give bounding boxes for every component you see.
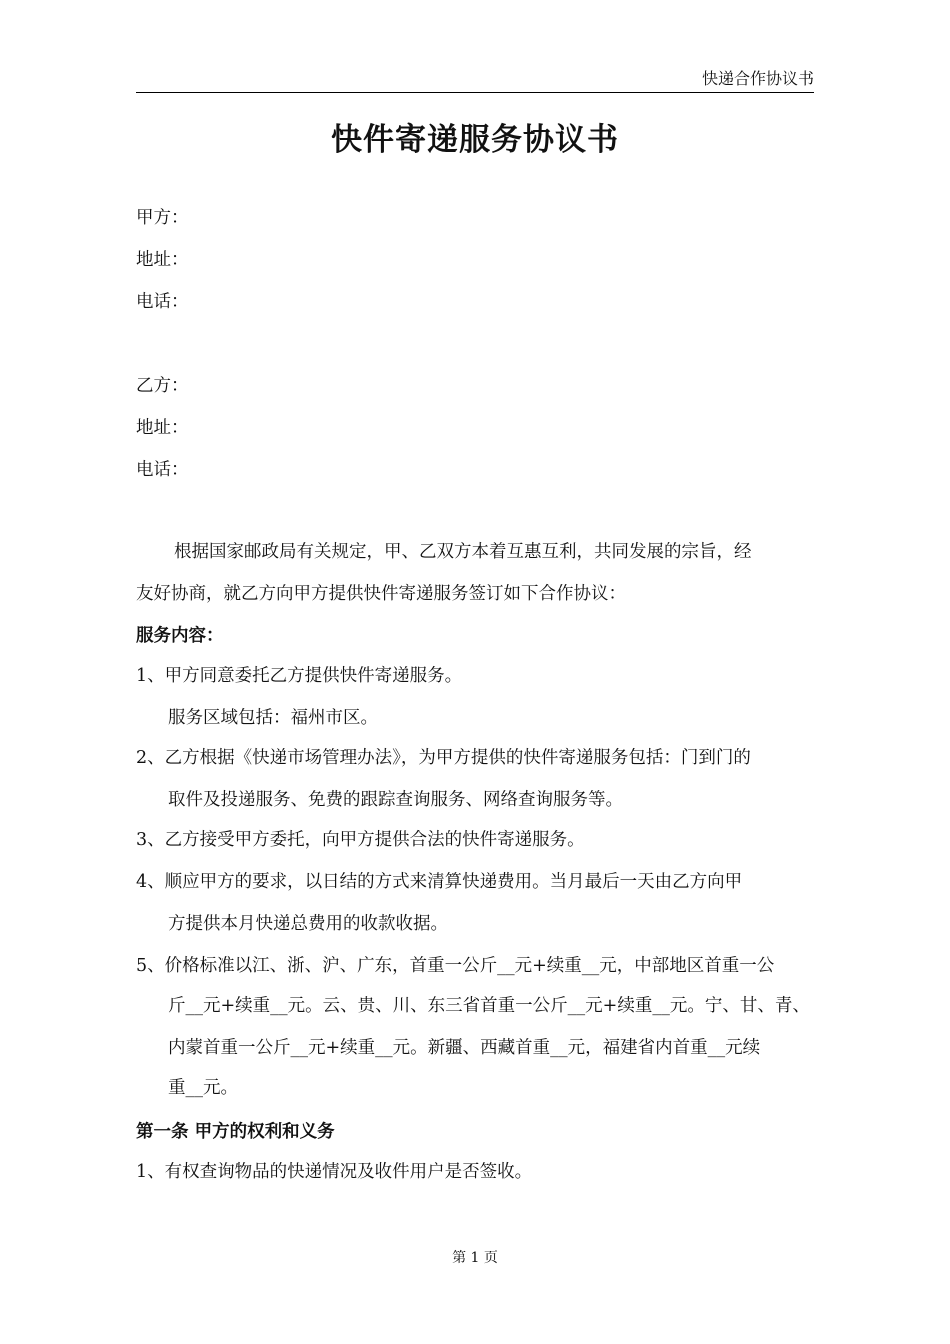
service-item-4-line-2: 方提供本月快递总费用的收款收据。 [168,914,448,934]
service-item-5-line-2: 斤__元+续重__元。云、贵、川、东三省首重一公斤__元+续重__元。宁、甘、青、 [168,996,810,1016]
article-1-item-1: 1、有权查询物品的快递情况及收件用户是否签收。 [136,1162,533,1182]
service-item-4-line-1: 4、顺应甲方的要求，以日结的方式来清算快递费用。当月最后一天由乙方向甲 [136,872,743,892]
service-item-5-line-3: 内蒙首重一公斤__元+续重__元。新疆、西藏首重__元，福建省内首重__元续 [168,1038,761,1058]
document-title: 快件寄递服务协议书 [331,122,619,158]
service-heading: 服务内容： [136,626,224,646]
service-item-2-line-1: 2、乙方根据《快递市场管理办法》，为甲方提供的快件寄递服务包括：门到门的 [136,748,751,768]
service-item-1-sub: 服务区域包括：福州市区。 [168,708,378,728]
page-number: 第 1 页 [452,1250,498,1266]
intro-line-1: 根据国家邮政局有关规定，甲、乙双方本着互惠互利，共同发展的宗旨，经 [174,542,752,562]
intro-line-2: 友好协商，就乙方向甲方提供快件寄递服务签订如下合作协议： [136,584,626,604]
party-a-phone: 电话： [136,292,189,312]
service-item-5-line-1: 5、价格标准以江、浙、沪、广东，首重一公斤__元+续重__元，中部地区首重一公 [136,956,775,976]
party-b-label: 乙方： [136,376,189,396]
party-b-phone: 电话： [136,460,189,480]
service-item-1: 1、甲方同意委托乙方提供快件寄递服务。 [136,666,463,686]
article-1-heading: 第一条 甲方的权利和义务 [136,1122,335,1142]
party-a-label: 甲方： [136,208,189,228]
header-rule [136,92,814,93]
service-item-2-line-2: 取件及投递服务、免费的跟踪查询服务、网络查询服务等。 [168,790,623,810]
page-header: 快递合作协议书 [701,69,814,88]
party-b-address: 地址： [136,418,189,438]
party-a-address: 地址： [136,250,189,270]
service-item-3: 3、乙方接受甲方委托，向甲方提供合法的快件寄递服务。 [136,830,585,850]
service-item-5-line-4: 重__元。 [168,1078,238,1098]
